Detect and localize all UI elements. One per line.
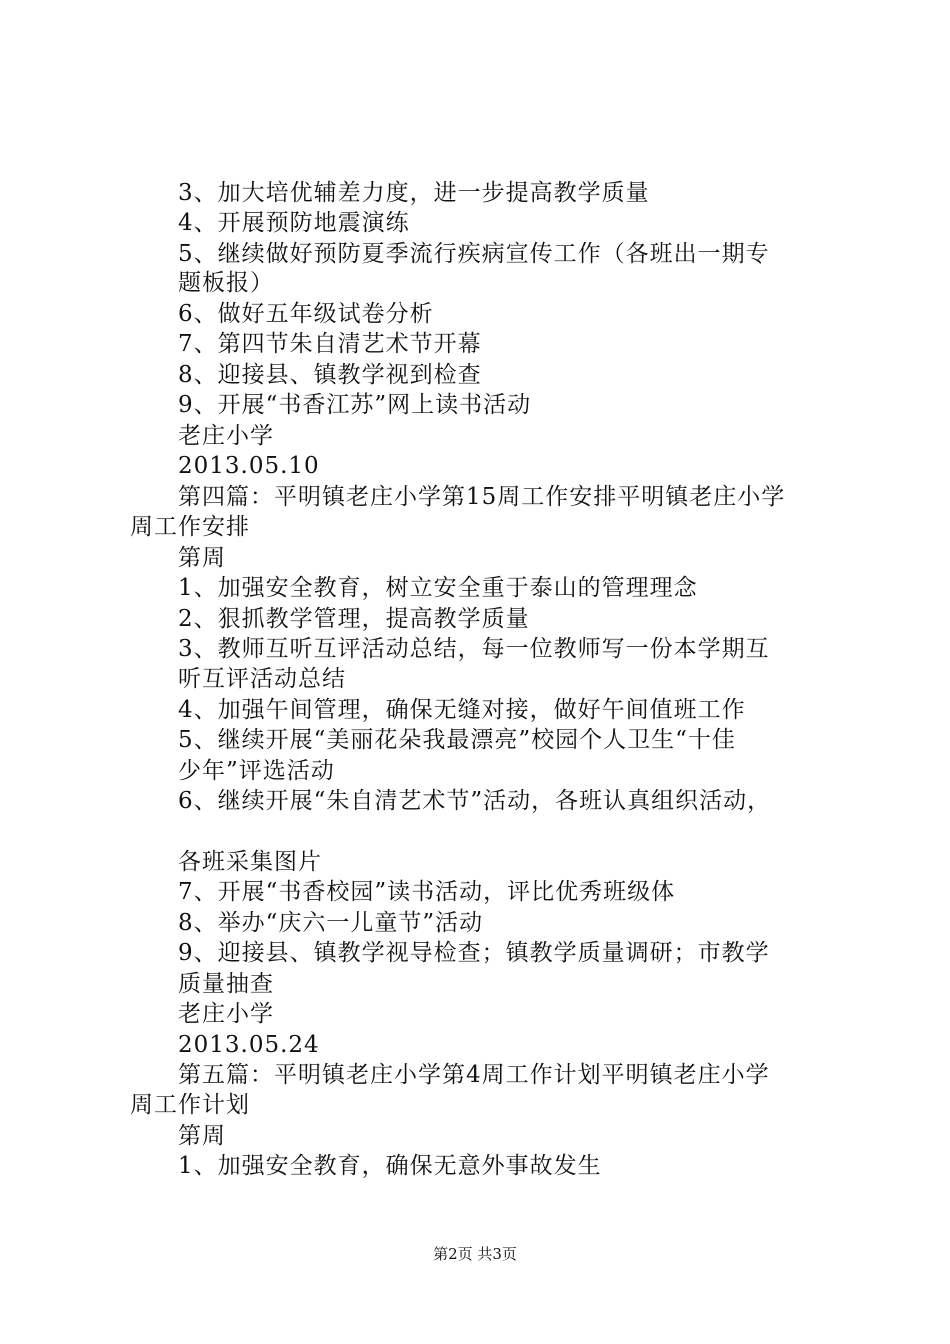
text-line: 7、第四节朱自清艺术节开幕 (178, 331, 482, 357)
signature-school: 老庄小学 (178, 1001, 274, 1027)
text-line: 8、迎接县、镇教学视到检查 (178, 362, 482, 388)
text-line: 4、开展预防地震演练 (178, 210, 410, 236)
text-line: 7、开展“书香校园”读书活动，评比优秀班级体 (178, 879, 676, 905)
text-line: 2、狠抓教学管理，提高教学质量 (178, 606, 530, 632)
week-label: 第周 (178, 1123, 226, 1149)
section-heading-cont: 周工作安排 (130, 514, 250, 540)
text-line: 各班采集图片 (178, 849, 322, 875)
week-label: 第周 (178, 545, 226, 571)
signature-date: 2013.05.24 (178, 1032, 320, 1058)
text-line: 9、开展“书香江苏”网上读书活动 (178, 392, 532, 418)
text-line: 质量抽查 (178, 971, 274, 997)
text-line: 3、加大培优辅差力度，进一步提高教学质量 (178, 180, 650, 206)
signature-school: 老庄小学 (178, 423, 274, 449)
text-line: 1、加强安全教育，树立安全重于泰山的管理理念 (178, 575, 698, 601)
section-heading-cont: 周工作计划 (130, 1092, 250, 1118)
text-line: 3、教师互听互评活动总结，每一位教师写一份本学期互 (178, 636, 770, 662)
text-line: 9、迎接县、镇教学视导检查；镇教学质量调研；市教学 (178, 940, 770, 966)
text-line: 4、加强午间管理，确保无缝对接，做好午间值班工作 (178, 697, 746, 723)
signature-date: 2013.05.10 (178, 453, 320, 479)
text-line: 6、继续开展“朱自清艺术节”活动，各班认真组织活动， (178, 788, 772, 814)
section-heading: 第四篇：平明镇老庄小学第15周工作安排平明镇老庄小学 (178, 484, 786, 510)
text-line: 少年”评选活动 (178, 758, 335, 784)
text-line: 6、做好五年级试卷分析 (178, 301, 434, 327)
text-line: 1、加强安全教育，确保无意外事故发生 (178, 1153, 602, 1179)
text-line: 听互评活动总结 (178, 666, 346, 692)
page-number-footer: 第2页 共3页 (433, 1245, 517, 1263)
text-line: 题板报） (178, 270, 274, 296)
section-heading: 第五篇：平明镇老庄小学第4周工作计划平明镇老庄小学 (178, 1062, 770, 1088)
text-line: 8、举办“庆六一儿童节”活动 (178, 910, 484, 936)
text-line: 5、继续开展“美丽花朵我最漂亮”校园个人卫生“十佳 (178, 727, 736, 753)
text-line: 5、继续做好预防夏季流行疾病宣传工作（各班出一期专 (178, 241, 770, 267)
